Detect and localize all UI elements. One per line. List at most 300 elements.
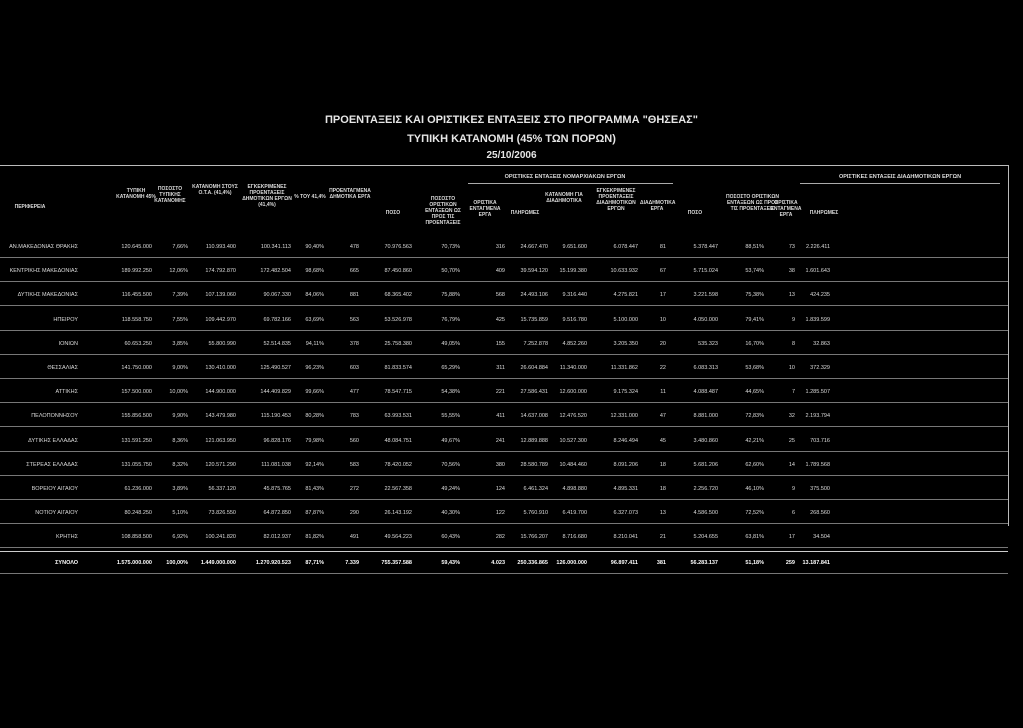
table-cell: 1.789.568 xyxy=(805,461,830,468)
table-cell: 120.571.290 xyxy=(205,461,236,468)
table-row xyxy=(0,405,1008,427)
table-cell: 54,38% xyxy=(441,389,460,396)
table-cell: 81 xyxy=(659,244,666,250)
table-cell: 25.758.380 xyxy=(384,340,412,347)
row-label: ΑΤΤΙΚΗΣ xyxy=(55,389,78,396)
table-cell: 9.651.600 xyxy=(562,244,587,250)
column-header: ΠΟΣΟ xyxy=(687,210,703,216)
table-cell: 5.681.206 xyxy=(693,461,718,468)
table-cell: 56.283.137 xyxy=(690,559,718,566)
table-row xyxy=(0,260,1008,282)
table-cell: 10 xyxy=(659,316,666,323)
row-separator xyxy=(0,378,1008,379)
table-cell: 52.514.835 xyxy=(263,340,291,347)
table-cell: 60,43% xyxy=(441,534,460,541)
table-cell: 70,73% xyxy=(441,244,460,250)
table-cell: 90.067.330 xyxy=(263,292,291,299)
table-cell: 12.600.000 xyxy=(559,389,587,396)
table-cell: 49,67% xyxy=(441,437,460,444)
table-cell: 5.100.000 xyxy=(613,316,638,323)
table-cell: 8.246.494 xyxy=(613,437,638,444)
table-cell: 100,00% xyxy=(166,559,188,566)
column-header: ΠΛΗΡΩΜΕΣ xyxy=(510,210,540,216)
table-cell: 96.897.411 xyxy=(610,559,638,566)
row-separator xyxy=(0,281,1008,282)
row-separator xyxy=(0,402,1008,403)
table-cell: 11 xyxy=(660,389,666,396)
table-cell: 81.833.574 xyxy=(384,365,412,371)
table-cell: 535.323 xyxy=(698,340,718,347)
table-cell: 144.900.000 xyxy=(205,389,236,396)
table-cell: 64.872.850 xyxy=(263,510,291,517)
table-cell: 72,52% xyxy=(745,510,764,517)
row-separator xyxy=(0,257,1008,258)
table-cell: 3.221.598 xyxy=(693,292,718,299)
table-cell: 11.340.000 xyxy=(559,365,587,371)
table-cell: 241 xyxy=(495,437,505,444)
table-cell: 9 xyxy=(791,486,795,492)
table-cell: 44,65% xyxy=(745,389,764,396)
table-cell: 68.365.402 xyxy=(384,292,412,299)
table-cell: 124 xyxy=(495,486,505,492)
table-cell: 53,68% xyxy=(745,365,764,371)
table-cell: 425 xyxy=(495,316,505,323)
table-cell: 7 xyxy=(791,389,795,396)
table-cell: 63,69% xyxy=(305,316,324,323)
table-cell: 26.604.884 xyxy=(520,365,548,371)
table-cell: 272 xyxy=(349,486,359,492)
table-cell: 9 xyxy=(791,316,795,323)
table-cell: 2.226.411 xyxy=(805,244,830,250)
column-header: ΠΟΣΟ xyxy=(385,210,401,216)
table-cell: 12.476.520 xyxy=(559,413,587,420)
table-row xyxy=(0,333,1008,355)
table-cell: 10,00% xyxy=(169,389,188,396)
table-cell: 2.193.794 xyxy=(805,413,830,420)
table-cell: 491 xyxy=(349,534,359,541)
table-cell: 250.336.865 xyxy=(517,559,548,566)
table-cell: 9.516.780 xyxy=(562,316,587,323)
title-main: ΠΡΟΕΝΤΑΞΕΙΣ ΚΑΙ ΟΡΙΣΤΙΚΕΣ ΕΝΤΑΞΕΙΣ ΣΤΟ ΠΡΟΓΡΑΜΜΑ "ΘΗΣΕΑΣ" xyxy=(324,114,698,126)
table-cell: 73 xyxy=(788,244,795,250)
table-cell: 16,70% xyxy=(745,340,764,347)
table-row xyxy=(0,478,1008,500)
table-cell: 5.378.447 xyxy=(693,244,718,250)
table-cell: 381 xyxy=(656,559,666,566)
table-cell: 63.993.531 xyxy=(384,413,412,420)
table-cell: 6.419.700 xyxy=(562,510,587,517)
row-label: ΣΤΕΡΕΑΣ ΕΛΛΑΔΑΣ xyxy=(26,461,78,468)
table-cell: 45 xyxy=(659,437,666,444)
table-cell: 144.409.829 xyxy=(260,389,291,396)
table-cell: 99,66% xyxy=(305,389,324,396)
table-row-total xyxy=(0,551,1008,574)
table-cell: 1.839.599 xyxy=(805,316,830,323)
table-cell: 157.500.000 xyxy=(121,389,152,396)
table-cell: 1.285.507 xyxy=(805,389,830,396)
column-header: ΚΑΤΑΝΟΜΗ ΓΙΑ ΔΙΑΔΗΜΟΤΙΚΑ xyxy=(545,192,583,204)
table-cell: 4.023 xyxy=(491,559,505,566)
table-cell: 131.591.250 xyxy=(121,437,152,444)
table-cell: 172.482.504 xyxy=(260,268,291,275)
column-header: % ΤΟΥ 41,4% xyxy=(294,194,326,200)
table-cell: 372.329 xyxy=(810,365,830,371)
table-cell: 5.204.655 xyxy=(693,534,718,541)
row-label: ΘΕΣΣΑΛΙΑΣ xyxy=(47,365,78,371)
table-cell: 49,05% xyxy=(441,340,460,347)
table-cell: 15.766.207 xyxy=(520,534,548,541)
table-cell: 4.895.331 xyxy=(613,486,638,492)
row-separator xyxy=(0,354,1008,355)
table-cell: 9,90% xyxy=(172,413,188,420)
table-cell: 40,30% xyxy=(441,510,460,517)
table-cell: 27.586.431 xyxy=(520,389,548,396)
table-cell: 130.410.000 xyxy=(205,365,236,371)
row-separator xyxy=(0,330,1008,331)
table-cell: 14.637.008 xyxy=(520,413,548,420)
table-cell: 10.484.460 xyxy=(559,461,587,468)
table-cell: 8.716.680 xyxy=(562,534,587,541)
table-cell: 98,68% xyxy=(305,268,324,275)
table-cell: 81,43% xyxy=(305,486,324,492)
table-cell: 120.645.000 xyxy=(121,244,152,250)
table-cell: 88,51% xyxy=(745,244,764,250)
table-cell: 72,83% xyxy=(745,413,764,420)
table-cell: 8 xyxy=(791,340,795,347)
table-cell: 90,40% xyxy=(305,244,324,250)
table-cell: 48.084.751 xyxy=(384,437,412,444)
table-cell: 5.760.910 xyxy=(523,510,548,517)
row-separator xyxy=(0,426,1008,427)
table-cell: 110.993.400 xyxy=(205,244,236,250)
row-label: ΗΠΕΙΡΟΥ xyxy=(53,316,78,323)
group-header-line xyxy=(800,183,1000,184)
table-cell: 282 xyxy=(495,534,505,541)
table-cell: 17 xyxy=(659,292,666,299)
table-cell: 80,28% xyxy=(305,413,324,420)
column-header: ΔΙΑΔΗΜΟΤΙΚΑ ΕΡΓΑ xyxy=(640,200,676,212)
table-cell: 6.327.073 xyxy=(613,510,638,517)
table-cell: 7.252.878 xyxy=(523,340,548,347)
table-cell: 6,92% xyxy=(172,534,188,541)
table-cell: 24.493.106 xyxy=(520,292,548,299)
table-cell: 14 xyxy=(788,461,795,468)
table-cell: 560 xyxy=(349,437,359,444)
table-cell: 290 xyxy=(349,510,359,517)
table-cell: 73.826.550 xyxy=(208,510,236,517)
table-cell: 69.782.166 xyxy=(263,316,291,323)
table-cell: 881 xyxy=(349,292,359,299)
table-cell: 4.852.260 xyxy=(562,340,587,347)
table-cell: 4.275.821 xyxy=(613,292,638,299)
table-cell: 11.331.862 xyxy=(610,365,638,371)
table-cell: 96,23% xyxy=(305,365,324,371)
table-cell: 125.490.527 xyxy=(260,365,291,371)
column-header: ΠΟΣΟΣΤΟ ΟΡΙΣΤΙΚΩΝ ΕΝΤΑΞΕΩΝ ΩΣ ΠΡΟΣ ΤΙΣ ΠΡΟΕΝΤΑΞΕΙΣ xyxy=(726,194,779,212)
row-label: ΣΥΝΟΛΟ xyxy=(55,559,78,566)
table-cell: 126.000.000 xyxy=(556,559,587,566)
table-cell: 1.449.000.000 xyxy=(200,559,236,566)
table-cell: 143.479.980 xyxy=(205,413,236,420)
table-cell: 1.601.643 xyxy=(805,268,830,275)
table-row xyxy=(0,526,1008,548)
row-label: ΑΝ.ΜΑΚΕΔΟΝΙΑΣ ΘΡΑΚΗΣ xyxy=(9,244,78,250)
table-cell: 51,18% xyxy=(745,559,764,566)
table-cell: 477 xyxy=(349,389,359,396)
row-label: ΚΡΗΤΗΣ xyxy=(55,534,78,541)
table-cell: 70,56% xyxy=(441,461,460,468)
row-label: ΠΕΛΟΠΟΝΝΗΣΟΥ xyxy=(31,413,78,420)
table-cell: 6.083.313 xyxy=(693,365,718,371)
table-cell: 26.143.192 xyxy=(384,510,412,517)
table-cell: 96.828.176 xyxy=(263,437,291,444)
table-cell: 189.992.250 xyxy=(121,268,152,275)
table-cell: 28.580.789 xyxy=(520,461,548,468)
column-header: ΠΕΡΙΦΕΡΕΙΑ xyxy=(14,204,46,210)
column-header: ΠΡΟΕΝΤΑΓΜΕΝΑ ΔΗΜΟΤΙΚΑ ΕΡΓΑ xyxy=(329,188,371,200)
table-cell: 4.050.000 xyxy=(693,316,718,323)
column-header: ΟΡΙΣΤΙΚΑ ΕΝΤΑΓΜΕΝΑ ΕΡΓΑ xyxy=(770,200,802,218)
table-cell: 3,85% xyxy=(172,340,188,347)
row-separator xyxy=(0,499,1008,500)
table-cell: 87.450.860 xyxy=(384,268,412,275)
table-cell: 50,70% xyxy=(441,268,460,275)
group-header-nomarchiakon: ΟΡΙΣΤΙΚΕΣ ΕΝΤΑΞΕΙΣ ΝΟΜΑΡΧΙΑΚΩΝ ΕΡΓΩΝ xyxy=(504,174,626,180)
table-cell: 49,24% xyxy=(441,486,460,492)
row-separator xyxy=(0,573,1008,574)
table-cell: 121.063.950 xyxy=(205,437,236,444)
row-separator xyxy=(0,523,1008,524)
table-cell: 221 xyxy=(495,389,505,396)
table-cell: 7,66% xyxy=(172,244,188,250)
table-cell: 703.716 xyxy=(810,437,830,444)
column-header: ΕΓΚΕΚΡΙΜΕΝΕΣ ΠΡΟΕΝΤΑΞΕΙΣ ΔΙΑΔΗΜΟΤΙΚΩΝ ΕΡΓΩΝ xyxy=(596,188,636,212)
table-cell: 568 xyxy=(495,292,505,299)
table-cell: 46,10% xyxy=(745,486,764,492)
table-cell: 70.976.563 xyxy=(384,244,412,250)
table-cell: 755.357.588 xyxy=(381,559,412,566)
table-cell: 116.455.500 xyxy=(121,292,152,299)
table-cell: 62,60% xyxy=(745,461,764,468)
table-cell: 87,71% xyxy=(305,559,324,566)
row-label: ΚΕΝΤΡΙΚΗΣ ΜΑΚΕΔΟΝΙΑΣ xyxy=(9,268,78,275)
table-cell: 7,55% xyxy=(172,316,188,323)
table-cell: 259 xyxy=(785,559,795,566)
table-cell: 94,11% xyxy=(305,340,324,347)
row-separator xyxy=(0,451,1008,452)
table-cell: 18 xyxy=(659,486,666,492)
row-label: ΝΟΤΙΟΥ ΑΙΓΑΙΟΥ xyxy=(35,510,78,517)
table-cell: 8.210.041 xyxy=(613,534,638,541)
table-cell: 59,43% xyxy=(441,559,460,566)
table-cell: 45.875.765 xyxy=(263,486,291,492)
table-cell: 478 xyxy=(349,244,359,250)
table-cell: 9.175.324 xyxy=(613,389,638,396)
row-label: ΙΟΝΙΩΝ xyxy=(58,340,78,347)
table-cell: 55.800.990 xyxy=(208,340,236,347)
table-cell: 4.088.487 xyxy=(693,389,718,396)
table-row xyxy=(0,309,1008,331)
table-row xyxy=(0,502,1008,524)
table-cell: 12.331.000 xyxy=(610,413,638,420)
table-cell: 55,55% xyxy=(441,413,460,420)
column-header: ΠΟΣΟΣΤΟ ΟΡΙΣΤΙΚΩΝ ΕΝΤΑΞΕΩΝ ΩΣ ΠΡΟΣ ΤΙΣ ΠΡΟΕΝΤΑΞΕΙΣ xyxy=(425,196,461,226)
table-cell: 13 xyxy=(659,510,666,517)
table-cell: 5.715.024 xyxy=(693,268,718,275)
table-cell: 78.547.715 xyxy=(384,389,412,396)
table-cell: 56.337.120 xyxy=(208,486,236,492)
table-cell: 1.575.000.000 xyxy=(116,559,152,566)
table-cell: 13.187.841 xyxy=(802,559,830,566)
table-cell: 122 xyxy=(495,510,505,517)
table-cell: 4.586.500 xyxy=(693,510,718,517)
column-header: ΤΥΠΙΚΗ ΚΑΤΑΝΟΜΗ 45% xyxy=(116,188,156,200)
table-cell: 6 xyxy=(791,510,795,517)
table-row xyxy=(0,236,1008,258)
table-cell: 20 xyxy=(659,340,666,347)
row-label: ΔΥΤΙΚΗΣ ΜΑΚΕΔΟΝΙΑΣ xyxy=(17,292,78,299)
table-cell: 424.235 xyxy=(810,292,830,299)
table-cell: 5,10% xyxy=(172,510,188,517)
table-cell: 100.241.820 xyxy=(205,534,236,541)
table-cell: 87,87% xyxy=(305,510,324,517)
table-cell: 80.248.250 xyxy=(124,510,152,517)
table-cell: 8,36% xyxy=(172,437,188,444)
table-cell: 409 xyxy=(495,268,505,275)
table-cell: 32.863 xyxy=(813,340,830,347)
table-cell: 563 xyxy=(349,316,359,323)
table-cell: 78.420.052 xyxy=(384,461,412,468)
table-cell: 3.205.350 xyxy=(613,340,638,347)
table-cell: 79,41% xyxy=(745,316,764,323)
table-cell: 10 xyxy=(788,365,795,371)
table-cell: 100.341.113 xyxy=(260,244,291,250)
table-cell: 2.256.720 xyxy=(693,486,718,492)
row-separator xyxy=(0,305,1008,306)
table-cell: 109.442.970 xyxy=(205,316,236,323)
table-cell: 6.461.324 xyxy=(523,486,548,492)
column-header: ΕΓΚΕΚΡΙΜΕΝΕΣ ΠΡΟΕΝΤΑΞΕΙΣ ΔΗΜΟΤΙΚΩΝ ΕΡΓΩΝ (41,4%) xyxy=(242,184,292,208)
table-cell: 12.889.888 xyxy=(520,437,548,444)
column-header: ΟΡΙΣΤΙΚΑ ΕΝΤΑΓΜΕΝΑ ΕΡΓΑ xyxy=(469,200,501,218)
title-date: 25/10/2006 xyxy=(486,150,537,161)
table-row xyxy=(0,357,1008,379)
row-label: ΒΟΡΕΙΟΥ ΑΙΓΑΙΟΥ xyxy=(31,486,78,492)
table-cell: 49.564.223 xyxy=(384,534,412,541)
table-cell: 783 xyxy=(349,413,359,420)
column-header: ΠΟΣΟΣΤΟ ΤΥΠΙΚΗΣ ΚΑΤΑΝΟΜΗΣ xyxy=(154,186,186,204)
table-cell: 61.236.000 xyxy=(124,486,152,492)
table-cell: 268.560 xyxy=(810,510,830,517)
table-row xyxy=(0,284,1008,306)
table-cell: 10.633.932 xyxy=(610,268,638,275)
table-cell: 76,79% xyxy=(441,316,460,323)
table-cell: 47 xyxy=(659,413,666,420)
column-header: ΚΑΤΑΝΟΜΗ ΣΤΟΥΣ Ο.Τ.Α. (41,4%) xyxy=(192,184,238,196)
table-cell: 13 xyxy=(788,292,795,299)
table-cell: 8,32% xyxy=(172,461,188,468)
table-cell: 4.898.880 xyxy=(562,486,587,492)
table-cell: 9.316.440 xyxy=(562,292,587,299)
table-cell: 53,74% xyxy=(745,268,764,275)
table-cell: 111.081.038 xyxy=(261,461,291,468)
table-cell: 311 xyxy=(496,365,505,371)
table-cell: 8.091.206 xyxy=(613,461,638,468)
table-cell: 6.078.447 xyxy=(613,244,638,250)
table-cell: 84,06% xyxy=(305,292,324,299)
table-cell: 3,89% xyxy=(172,486,188,492)
title-subtitle: ΤΥΠΙΚΗ ΚΑΤΑΝΟΜΗ (45% ΤΩΝ ΠΟΡΩΝ) xyxy=(407,133,616,145)
table-cell: 34.504 xyxy=(813,534,830,541)
table-cell: 17 xyxy=(788,534,795,541)
table-cell: 15.199.380 xyxy=(559,268,587,275)
row-separator xyxy=(0,475,1008,476)
table-cell: 316 xyxy=(495,244,505,250)
table-cell: 12,06% xyxy=(169,268,188,275)
row-separator xyxy=(0,547,1008,548)
table-cell: 53.526.978 xyxy=(384,316,412,323)
table-cell: 1.270.920.523 xyxy=(255,559,291,566)
table-cell: 155 xyxy=(495,340,505,347)
table-cell: 380 xyxy=(495,461,505,468)
table-cell: 63,81% xyxy=(745,534,764,541)
table-cell: 39.594.120 xyxy=(520,268,548,275)
table-cell: 603 xyxy=(349,365,359,371)
table-cell: 81,82% xyxy=(305,534,324,541)
data-table xyxy=(0,165,1009,566)
table-cell: 7.339 xyxy=(345,559,359,566)
table-cell: 115.190.453 xyxy=(260,413,291,420)
table-cell: 75,38% xyxy=(745,292,764,299)
column-header: ΠΛΗΡΩΜΕΣ xyxy=(809,210,839,216)
table-cell: 9,00% xyxy=(172,365,188,371)
table-cell: 22 xyxy=(659,365,666,371)
table-cell: 24.667.470 xyxy=(520,244,548,250)
table-cell: 378 xyxy=(349,340,359,347)
table-cell: 32 xyxy=(788,413,795,420)
table-cell: 25 xyxy=(788,437,795,444)
table-cell: 107.139.060 xyxy=(205,292,236,299)
table-cell: 411 xyxy=(496,413,505,420)
table-cell: 375.500 xyxy=(810,486,830,492)
table-cell: 10.527.300 xyxy=(559,437,587,444)
table-cell: 131.055.750 xyxy=(121,461,152,468)
table-cell: 7,39% xyxy=(172,292,188,299)
table-cell: 8.881.000 xyxy=(693,413,718,420)
table-cell: 21 xyxy=(659,534,666,541)
table-cell: 60.653.250 xyxy=(124,340,152,347)
table-cell: 141.750.000 xyxy=(121,365,152,371)
table-cell: 155.856.500 xyxy=(121,413,152,420)
table-row xyxy=(0,454,1008,476)
table-cell: 18 xyxy=(659,461,666,468)
table-cell: 42,21% xyxy=(745,437,764,444)
table-cell: 3.480.860 xyxy=(693,437,718,444)
table-cell: 15.735.859 xyxy=(520,316,548,323)
table-row xyxy=(0,381,1008,403)
table-cell: 65,29% xyxy=(441,365,460,371)
table-cell: 22.567.358 xyxy=(384,486,412,492)
table-cell: 82.012.937 xyxy=(263,534,291,541)
table-row xyxy=(0,430,1008,452)
table-cell: 118.558.750 xyxy=(121,316,152,323)
table-cell: 38 xyxy=(788,268,795,275)
group-header-diadimotikon: ΟΡΙΣΤΙΚΕΣ ΕΝΤΑΞΕΙΣ ΔΙΑΔΗΜΟΤΙΚΩΝ ΕΡΓΩΝ xyxy=(838,174,962,180)
table-cell: 583 xyxy=(349,461,359,468)
table-cell: 67 xyxy=(659,268,666,275)
table-cell: 174.792.870 xyxy=(205,268,236,275)
table-cell: 665 xyxy=(349,268,359,275)
